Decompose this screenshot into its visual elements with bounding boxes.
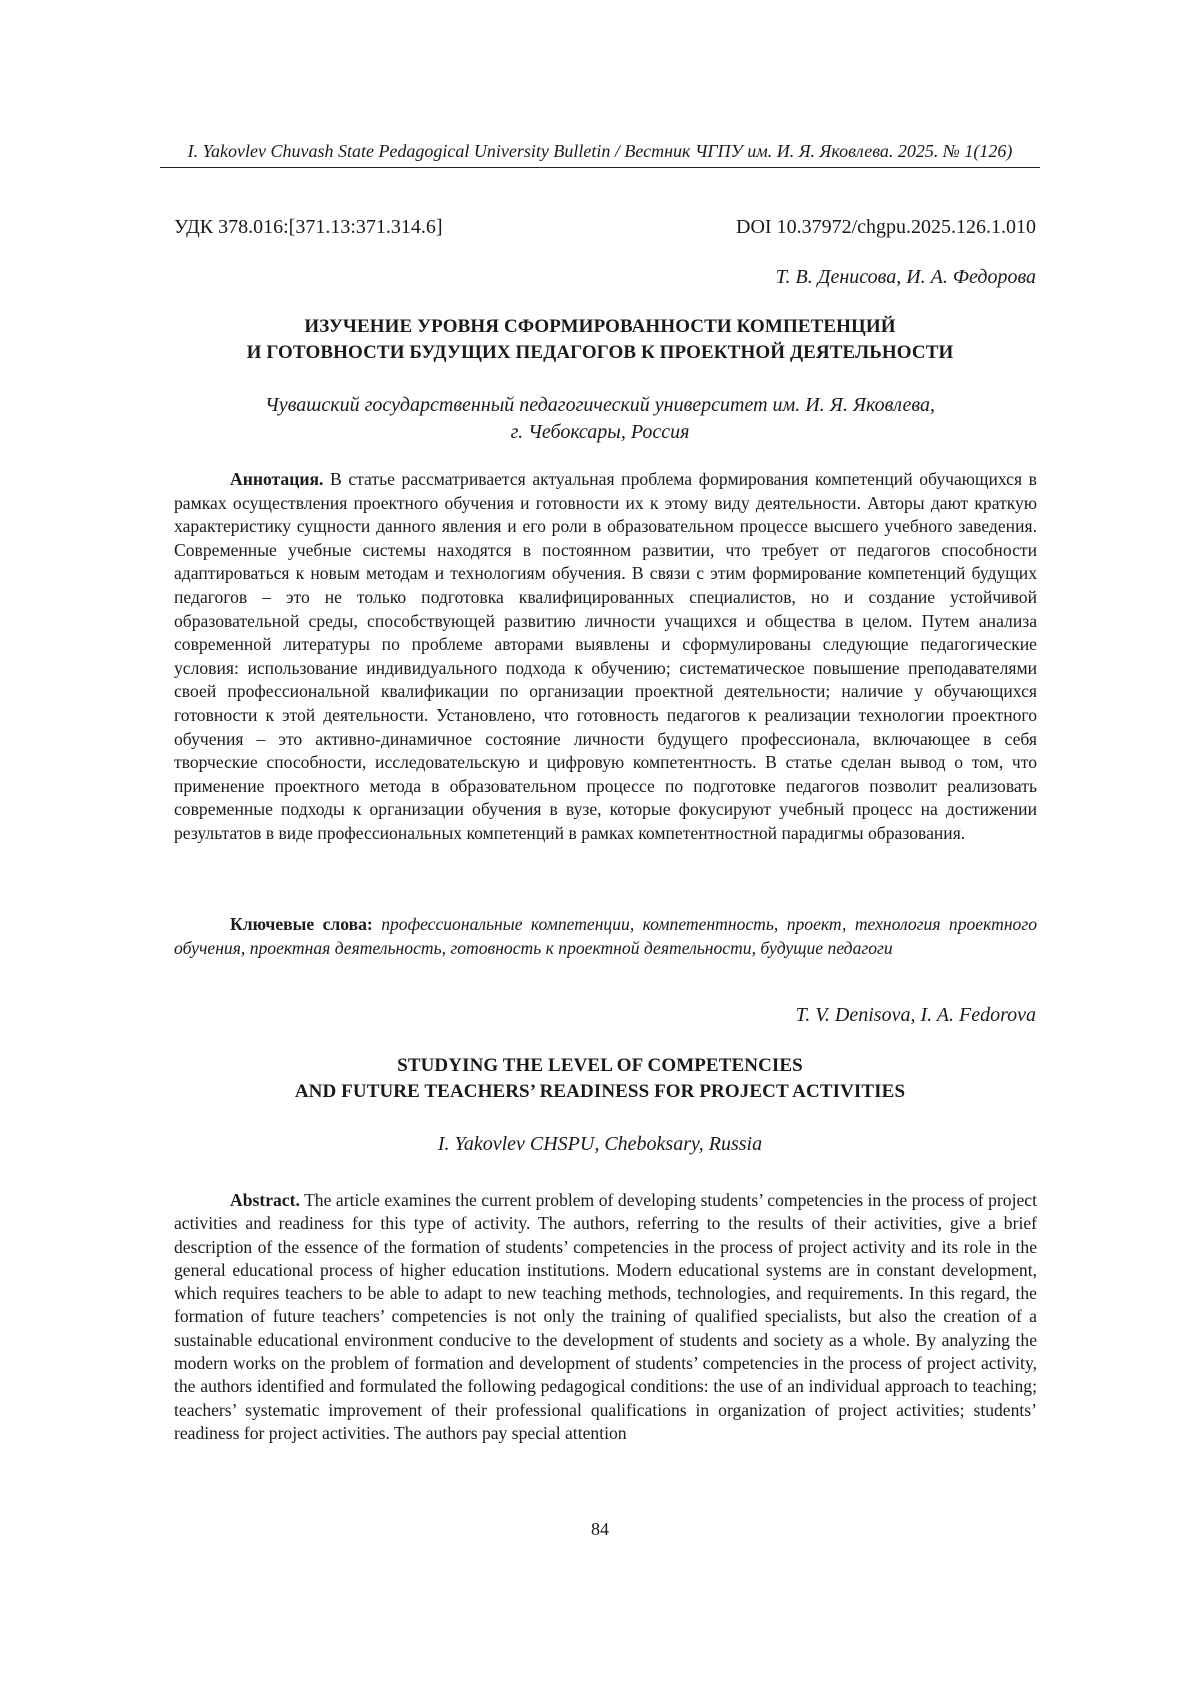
page-number: 84: [591, 1519, 609, 1539]
keywords-ru-label: Ключевые слова:: [230, 914, 373, 934]
affiliation-en-line: I. Yakovlev CHSPU, Cheboksary, Russia: [437, 1133, 763, 1155]
abstract-en-text: The article examines the current problem of developing students’ competencies in the process of project activities and readiness for this type of activity. The authors, referring to the results of their activities, give a brief description of the essence of the formation of students’ competencies in the process of project activity and its role in the general educational process of higher education institutions. Modern educational systems are in constant development, which requires teachers to be able to adapt to new teaching methods, technologies, and requirements. In this regard, the formation of future teachers’ competencies is not only the training of qualified specialists, but also the creation of a sustainable educational environment conducive to the development of students and society as a whole. By analyzing the modern works on the problem of formation and development of students’ competencies in the process of project activity, the authors identified and formulated the following pedagogical conditions: the use of an individual approach to teaching; teachers’ systematic improvement of their professional qualifications in organization of project activities; students’ readiness for project activities. The authors pay special attention: [174, 1190, 1037, 1443]
abstract-en: [174, 1189, 1037, 1445]
doi: DOI 10.37972/chgpu.2025.126.1.010: [736, 216, 1036, 238]
abstract-ru-text: В статье рассматривается актуальная проблема формирования компетенций обучающихся в рамках осуществления проектного обучения и готовности их к этому виду деятельности. Авторы дают краткую характеристику сущности данного явления и его роли в образовательном процессе высшего учебного заведения. Современные учебные системы находятся в постоянном развитии, что требует от педагогов способности адаптироваться к новым методам и технологиям обучения. В связи с этим формирование компетенций будущих педагогов – это не только подготовка квалифицированных специалистов, но и создание устойчивой образовательной среды, способствующей развитию личности учащихся и общества в целом. Путем анализа современной литературы по проблеме авторами выявлены и сформулированы следующие педагогические условия: использование индивидуального подхода к обучению; систематическое повышение преподавателями своей профессиональной квалификации по организации проектной деятельности; наличие у обучающихся готовности к этой деятельности. Установлено, что готовность педагогов к реализации технологии проектного обучения – это активно-динамичное состояние личности будущего профессионала, включающее в себя творческие способности, исследовательскую и цифровую компетентность. В статье сделан вывод о том, что применение проектного метода в образовательном процессе по подготовке педагогов позволит реализовать современные подходы к организации обучения в вузе, которые фокусируют учебный процесс на достижении результатов в виде профессиональных компетенций в рамках компетентностной парадигмы образования.: [174, 469, 1037, 843]
title-en-line-2: AND FUTURE TEACHERS’ READINESS FOR PROJECT ACTIVITIES: [294, 1081, 906, 1102]
affiliation-ru-line-2: г. Чебоксары, Россия: [510, 421, 690, 443]
udc-code: УДК 378.016:[371.13:371.314.6]: [174, 216, 443, 238]
article-title-ru: [160, 314, 1040, 366]
keywords-ru-text: профессиональные компетенции, компетентность, проект, технология проектного обучения, проектная деятельность, готовность к проектной деятельности, будущие педагоги: [174, 914, 1038, 958]
abstract-ru: [174, 468, 1037, 846]
affiliation-ru-line-1: Чувашский государственный педагогический университет им. И. Я. Яковлева,: [265, 394, 935, 416]
article-title-en: [160, 1053, 1040, 1105]
authors-ru: Т. В. Денисова, И. А. Федорова: [775, 266, 1036, 288]
title-ru-line-2: И ГОТОВНОСТИ БУДУЩИХ ПЕДАГОГОВ К ПРОЕКТНОЙ ДЕЯТЕЛЬНОСТИ: [246, 342, 954, 363]
header-rule: [160, 167, 1040, 168]
abstract-en-label: Abstract.: [230, 1190, 300, 1210]
title-ru-line-1: ИЗУЧЕНИЕ УРОВНЯ СФОРМИРОВАННОСТИ КОМПЕТЕНЦИЙ: [304, 316, 896, 337]
affiliation-en: [160, 1131, 1040, 1158]
keywords-ru: [174, 913, 1037, 960]
running-head: I. Yakovlev Chuvash State Pedagogical University Bulletin / Вестник ЧГПУ им. И. Я. Яковлева. 2025. № 1(126): [187, 141, 1013, 161]
abstract-ru-label: Аннотация.: [230, 469, 324, 489]
authors-en: T. V. Denisova, I. A. Fedorova: [795, 1004, 1036, 1026]
affiliation-ru: [160, 392, 1040, 446]
title-en-line-1: STUDYING THE LEVEL OF COMPETENCIES: [397, 1055, 803, 1076]
